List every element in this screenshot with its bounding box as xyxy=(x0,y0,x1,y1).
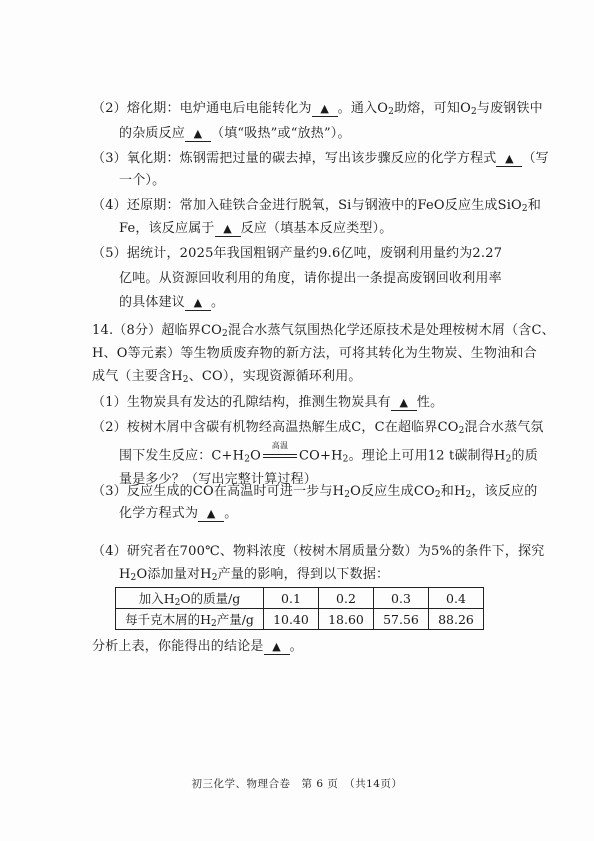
subscript: 2 xyxy=(388,107,395,117)
text: 产量/g xyxy=(216,612,254,627)
subscript: 2 xyxy=(244,454,251,465)
text: （4）研究者在700℃、物料浓度（桉树木屑质量分数）为5%的条件下，探究 xyxy=(92,544,545,559)
text: （填“吸热”或“放热”）。 xyxy=(211,126,351,141)
q13-part4-line1 xyxy=(92,197,541,215)
triangle-icon: ▲ xyxy=(272,640,281,653)
answer-blank[interactable] xyxy=(264,640,290,655)
triangle-icon: ▲ xyxy=(505,152,514,165)
triangle-icon: ▲ xyxy=(193,296,203,309)
text: 的具体建议 xyxy=(119,295,186,310)
table-cell: 10.40 xyxy=(264,609,319,630)
text: 分析上表，你能得出的结论是 xyxy=(92,639,264,654)
q13-part5-line1 xyxy=(92,245,502,263)
q14-intro-line3 xyxy=(92,368,362,386)
text: 的杂质反应 xyxy=(119,126,186,141)
table-cell: 0.4 xyxy=(429,588,484,609)
subscript: 2 xyxy=(470,107,477,117)
text: 一个）。 xyxy=(119,173,166,188)
subscript: 2 xyxy=(130,573,137,583)
reaction-condition xyxy=(263,441,297,465)
q14-analysis xyxy=(92,638,303,656)
q13-part2-line2 xyxy=(119,125,351,143)
q13-part3-line2 xyxy=(119,172,165,190)
text: 反应（填基本反应类型）。 xyxy=(240,221,393,236)
q14-part3-line2 xyxy=(119,505,237,523)
answer-blank[interactable] xyxy=(312,102,338,117)
text: 产量的影响，得到以下数据： xyxy=(217,567,390,582)
text: （2）桉树木屑中含碳有机物经高温热解生成C，C在超临界CO xyxy=(92,420,459,435)
q14-part2-line2 xyxy=(119,441,538,466)
text: 和 xyxy=(527,198,542,213)
table-header-cell xyxy=(116,609,264,630)
q14-intro-line1 xyxy=(92,322,555,340)
text: 与废钢铁中 xyxy=(476,101,543,116)
subscript: 2 xyxy=(174,598,181,608)
table-cell: 57.56 xyxy=(374,609,429,630)
equals-bar xyxy=(263,454,297,455)
text: O的质量/g xyxy=(180,591,241,606)
subscript: 2 xyxy=(342,454,349,465)
q13-part4-line2 xyxy=(119,220,393,238)
q14-intro-line2 xyxy=(92,345,537,363)
text: 化学方程式为 xyxy=(119,506,199,521)
text: 围下发生反应：C+H xyxy=(119,448,245,464)
text: 。理论上可用12 t碳制得H xyxy=(348,448,506,464)
text: （4）还原期：常加入硅铁合金进行脱氧，Si与钢液中的FeO反应生成SiO xyxy=(92,198,522,213)
text: CO+H xyxy=(298,448,343,464)
text: 。 xyxy=(289,639,303,654)
table-cell: 0.3 xyxy=(374,588,429,609)
answer-blank[interactable] xyxy=(185,296,211,311)
text: 14.（8分）超临界CO xyxy=(92,323,222,338)
subscript: 2 xyxy=(521,204,528,214)
table-row xyxy=(116,609,484,630)
text: 亿吨。从资源回收利用的角度，请你提出一条提高废钢回收利用率 xyxy=(119,271,502,286)
page-footer: 初三化学、物理合卷 第 6 页 （共14页） xyxy=(191,778,403,790)
q13-part5-line2 xyxy=(119,270,502,288)
subscript: 2 xyxy=(211,573,218,583)
text: O添加量对H xyxy=(136,567,212,582)
text: 性。 xyxy=(416,395,444,410)
subscript: 2 xyxy=(465,490,472,500)
subscript: 2 xyxy=(505,454,512,465)
text: （3）反应生成的CO在高温时可进一步与H xyxy=(92,484,345,499)
text: 每千克木屑的H xyxy=(125,612,211,627)
text: 量是多少？（写出完整计算过程） xyxy=(119,472,318,487)
table-cell: 18.60 xyxy=(319,609,374,630)
text: （写 xyxy=(522,151,549,166)
answer-blank[interactable] xyxy=(215,222,241,237)
q13-part5-line3 xyxy=(119,294,224,312)
triangle-icon: ▲ xyxy=(399,396,409,409)
q14-part3-line1-real xyxy=(92,483,537,501)
text: O xyxy=(250,448,261,464)
text: 、CO），实现资源循环利用。 xyxy=(188,369,362,384)
answer-blank[interactable] xyxy=(198,507,224,522)
text: 的质 xyxy=(511,448,538,464)
text: 混合水蒸气氛 xyxy=(464,420,544,435)
subscript: 2 xyxy=(210,619,217,629)
q14-part1 xyxy=(92,394,443,412)
table-row xyxy=(116,588,484,609)
table-cell: 0.1 xyxy=(264,588,319,609)
condition-label: 高温 xyxy=(271,441,289,450)
text: （2）熔化期：电炉通电后电能转化为 xyxy=(92,101,312,116)
text: H xyxy=(119,567,131,582)
triangle-icon: ▲ xyxy=(206,507,216,520)
text: Fe，该反应属于 xyxy=(119,221,215,236)
text: （3）氧化期：炼钢需把过量的碳去掉，写出该步骤反应的化学方程式 xyxy=(92,151,497,166)
triangle-icon: ▲ xyxy=(320,102,329,115)
text: 成气（主要含H xyxy=(92,369,183,384)
subscript: 2 xyxy=(434,490,441,500)
q13-part3-line1 xyxy=(92,150,549,168)
q13-part2-line1 xyxy=(92,100,543,118)
table-header-cell xyxy=(116,588,264,609)
subscript: 2 xyxy=(344,490,351,500)
text: （1）生物炭具有发达的孔隙结构，推测生物炭具有 xyxy=(92,395,391,410)
text: 和H xyxy=(440,484,466,499)
table-cell: 88.26 xyxy=(429,609,484,630)
table-cell: 0.2 xyxy=(319,588,374,609)
text: O反应生成CO xyxy=(350,484,435,499)
q14-part2-line1 xyxy=(92,419,544,437)
text: 。 xyxy=(224,506,238,521)
text: 混合水蒸气氛围热化学还原技术是处理桉树木屑（含C、 xyxy=(227,323,555,338)
text: （5）据统计，2025年我国粗钢产量约9.6亿吨，废钢利用量约为2.27 xyxy=(92,246,503,261)
triangle-icon: ▲ xyxy=(223,222,232,235)
answer-blank[interactable] xyxy=(185,127,211,142)
text: H、O等元素）等生物质废弃物的新方法，可将其转化为生物炭、生物油和合 xyxy=(92,346,537,361)
q14-part4-line1 xyxy=(92,543,544,561)
answer-blank[interactable] xyxy=(496,152,522,167)
text: 助熔，可知O xyxy=(394,101,471,116)
subscript: 2 xyxy=(221,329,228,339)
q14-part4-line2 xyxy=(119,566,389,584)
data-table xyxy=(115,587,484,630)
subscript: 2 xyxy=(458,426,465,436)
answer-blank[interactable] xyxy=(391,396,417,411)
text: ，该反应的 xyxy=(471,484,538,499)
text: 。通入O xyxy=(337,101,389,116)
triangle-icon: ▲ xyxy=(193,127,203,140)
equals-bar xyxy=(263,457,297,458)
text: 。 xyxy=(211,295,225,310)
text: 加入H xyxy=(138,591,175,606)
subscript: 2 xyxy=(182,375,189,385)
